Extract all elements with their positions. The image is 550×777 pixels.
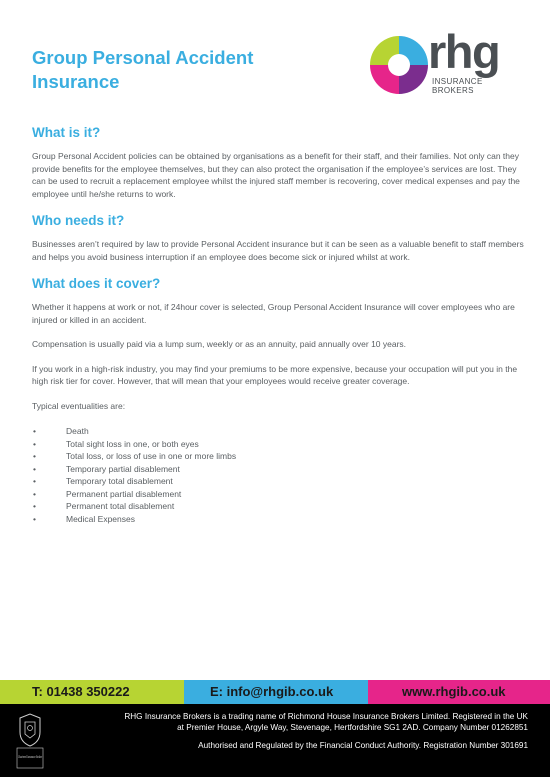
paragraph: Compensation is usually paid via a lump sum, weekly or as an annuity, paid annually over 10 years. (32, 339, 407, 349)
list-item (32, 475, 526, 488)
eventualities-list (32, 425, 526, 525)
logo-subtitle (432, 77, 483, 95)
bullet-icon: • (33, 438, 36, 449)
footer (0, 704, 550, 777)
legal-line: at Premier House, Argyle Way, Stevenage, Hertfordshire SG1 2AD. Company Number 01262851 (177, 723, 528, 732)
list-item-text: Total sight loss in one, or both eyes (66, 438, 199, 449)
phone-number[interactable]: T: 01438 350222 (0, 680, 184, 704)
paragraph: Typical eventualities are: (32, 400, 126, 411)
bullet-icon: • (33, 463, 36, 474)
list-item-text: Death (66, 426, 89, 436)
list-item (32, 488, 526, 501)
rhg-logo (366, 25, 526, 100)
legal-notice (58, 711, 528, 751)
list-item (32, 450, 526, 463)
list-item-text: Permanent partial disablement (66, 488, 182, 499)
list-item (32, 513, 526, 526)
main-content (32, 124, 526, 525)
contact-bar (0, 680, 550, 704)
list-item (32, 500, 526, 513)
paragraph: Businesses aren’t required by law to provide Personal Accident insurance but it can be seen as a valuable benefit to staff members and helps you avoid business interruption if an employee does become sick or injured whilst at work. (32, 239, 524, 262)
list-item-text: Temporary total disablement (66, 476, 173, 486)
email-link[interactable]: E: info@rhgib.co.uk (184, 680, 368, 704)
list-item-text: Total loss, or loss of use in one or more limbs (66, 451, 237, 461)
list-item (32, 438, 526, 451)
legal-line: Authorised and Regulated by the Financial Conduct Authority. Registration Number 301691 (198, 741, 528, 750)
list-item-text: Medical Expenses (66, 513, 135, 524)
bullet-icon: • (33, 488, 36, 499)
chartered-crest-icon (14, 712, 46, 770)
list-item (32, 425, 526, 438)
list-item (32, 463, 526, 476)
page-title: Group Personal Accident Insurance (32, 47, 254, 92)
bullet-icon: • (33, 451, 36, 461)
legal-line: RHG Insurance Brokers is a trading name of Richmond House Insurance Brokers Limited. Registered in the UK (124, 712, 528, 721)
bullet-icon: • (33, 501, 36, 511)
bullet-icon: • (33, 426, 36, 436)
section-heading-what-is-it: What is it? (32, 125, 101, 140)
logo-wordmark: rhg (428, 25, 500, 78)
paragraph: Whether it happens at work or not, if 24hour cover is selected, Group Personal Accident Insurance will cover employees who are injured or killed in an accident. (32, 302, 515, 325)
paragraph: Group Personal Accident policies can be obtained by organisations as a benefit for their staff, and their families. Not only can they provide benefits for the employee themselves, but they can also protect the organisation if the employee’s services are lost. They can be used to recruit a replacement employee whilst the injured staff member is recovering, cover medical expenses and pay the employee until he/she returns to work. (32, 151, 520, 199)
list-item-text: Permanent total disablement (66, 501, 175, 511)
website-link[interactable]: www.rhgib.co.uk (368, 680, 550, 704)
paragraph: If you work in a high-risk industry, you may find your premiums to be more expensive, because your occupation will put you in the high risk tier for cover. However, that will mean that your employees would receive greater coverage. (32, 363, 518, 386)
section-heading-who-needs-it: Who needs it? (32, 213, 125, 228)
swirl-logo-icon (366, 32, 432, 98)
bullet-icon: • (33, 513, 36, 524)
list-item-text: Temporary partial disablement (66, 463, 180, 474)
crest-label: Chartered Insurance Broker (18, 754, 43, 759)
section-heading-what-does-it-cover: What does it cover? (32, 276, 161, 291)
bullet-icon: • (33, 476, 36, 486)
logo-subtitle-line2: BROKERS (432, 86, 474, 95)
logo-subtitle-line1: INSURANCE (432, 77, 483, 86)
